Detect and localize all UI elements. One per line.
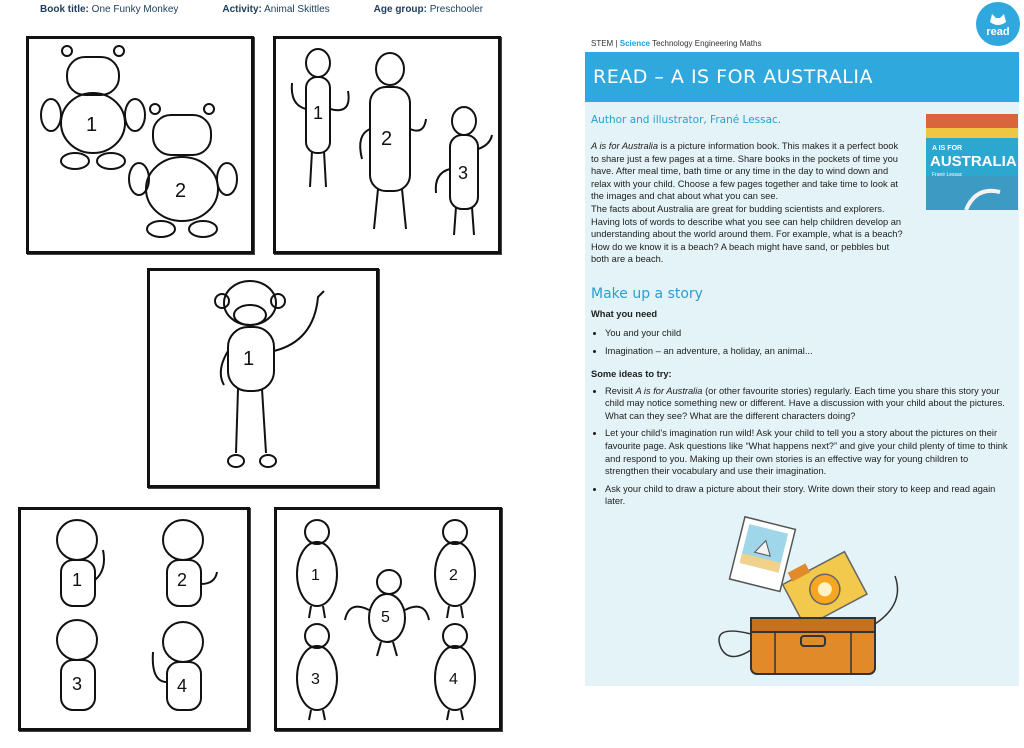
science-highlight: Science <box>619 39 650 48</box>
ideas-section <box>591 368 1011 513</box>
lions-panel <box>18 507 250 731</box>
giraffe-2-number: 2 <box>381 128 393 150</box>
giraffe-illustrations <box>276 39 498 251</box>
bird-5-number: 5 <box>381 609 390 626</box>
monkey-illustration <box>150 271 376 485</box>
activity-name: Activity: Animal Skittles <box>222 4 330 15</box>
lion-4 <box>153 622 203 710</box>
lion-4-number: 4 <box>177 676 188 696</box>
ideas-label: Some ideas to try: <box>591 369 672 379</box>
giraffe-3-number: 3 <box>458 163 469 183</box>
author-line: Author and illustrator, Frané Lessac. <box>591 114 782 126</box>
age-group: Age group: Preschooler <box>373 4 484 15</box>
title-banner <box>585 52 1019 102</box>
giraffe-1-number: 1 <box>313 103 324 123</box>
bird-illustrations <box>277 510 499 728</box>
cover-line-2: AUSTRALIA <box>930 153 1017 170</box>
list-item: • Revisit A is for Australia (or other favourite stories) regularly. Each time you share this story your child may notice something new or different. Have a discussion with your child about the pictures. What can they see? What are the different characters doing? <box>605 385 1011 423</box>
need-label: What you need <box>591 309 658 319</box>
lion-2-number: 2 <box>177 570 188 590</box>
read-page <box>585 0 1024 748</box>
lion-illustrations <box>21 510 247 728</box>
travel-illustration <box>713 514 913 694</box>
stem-breadcrumb: STEM | Science Technology Engineering Maths <box>591 39 762 48</box>
list-item: • You and your child <box>605 327 1011 340</box>
list-item: • Let your child’s imagination run wild! Ask your child to tell you a story about the pictures on their favourite page. Ask questions like “What happens next?” and give your child plenty of time to think and respond to you. Making up their own stories is an effective way for young children to strengthen their vocabulary and use their imagination. <box>605 427 1011 477</box>
book-title: Book title: One Funky Monkey <box>40 4 179 15</box>
list-item: • Ask your child to draw a picture about their story. Write down their story to keep and read again later. <box>605 483 1011 508</box>
bird-2-number: 2 <box>449 567 458 584</box>
intro-paragraph-2: The facts about Australia are great for budding scientists and explorers. Having lots of words to describe what you see can help children develop an understanding about the world around them. For example, what is a beach? How do we know it is a beach? A beach might have sand, or pebbles but both are a beach. <box>591 203 903 265</box>
intro-paragraph-1: A is for Australia is a picture information book. This makes it a perfect book to share just a few pages at a time. Share books in the pockets of time you have. After meal time, bath time or any time in the day to wind down and relax with your child. Choose a few pages together and take time to look at the images and chat about what you can see. <box>591 141 899 202</box>
what-you-need <box>591 308 1011 366</box>
list-item: • Imagination – an adventure, a holiday, an animal... <box>605 345 1011 358</box>
hippo-illustrations <box>29 39 251 251</box>
read-logo-label: read <box>986 26 1010 38</box>
ideas-list <box>591 385 1011 508</box>
need-list <box>591 327 1011 358</box>
lion-3-number: 3 <box>72 674 83 694</box>
activity-header <box>40 4 527 15</box>
bird-4-number: 4 <box>449 671 458 688</box>
cover-author: Frané Lessac <box>932 172 963 178</box>
lion-3 <box>57 620 97 710</box>
book-cover <box>926 114 1018 210</box>
cover-line-1: A IS FOR <box>932 145 963 152</box>
lion-2 <box>163 520 217 606</box>
photo-icon <box>729 517 795 592</box>
page-title: READ – A IS FOR AUSTRALIA <box>593 66 873 88</box>
monkey-number: 1 <box>243 348 255 370</box>
lion-1-number: 1 <box>72 570 83 590</box>
hippo-1-number: 1 <box>86 114 98 136</box>
monkey-panel <box>147 268 379 488</box>
story-heading: Make up a story <box>591 286 703 302</box>
hippo-1 <box>41 46 145 169</box>
giraffe-2 <box>360 53 426 229</box>
book-cover-art <box>926 114 1018 210</box>
birds-panel <box>274 507 502 731</box>
intro-text <box>591 140 907 266</box>
hippo-2 <box>129 104 237 237</box>
lion-1 <box>57 520 104 606</box>
bird-1-number: 1 <box>311 567 320 584</box>
camera-icon <box>779 545 867 627</box>
suitcase-icon <box>751 618 875 674</box>
giraffes-panel <box>273 36 501 254</box>
hippo-2-number: 2 <box>175 180 187 202</box>
hippos-panel <box>26 36 254 254</box>
bird-3-number: 3 <box>311 671 320 688</box>
